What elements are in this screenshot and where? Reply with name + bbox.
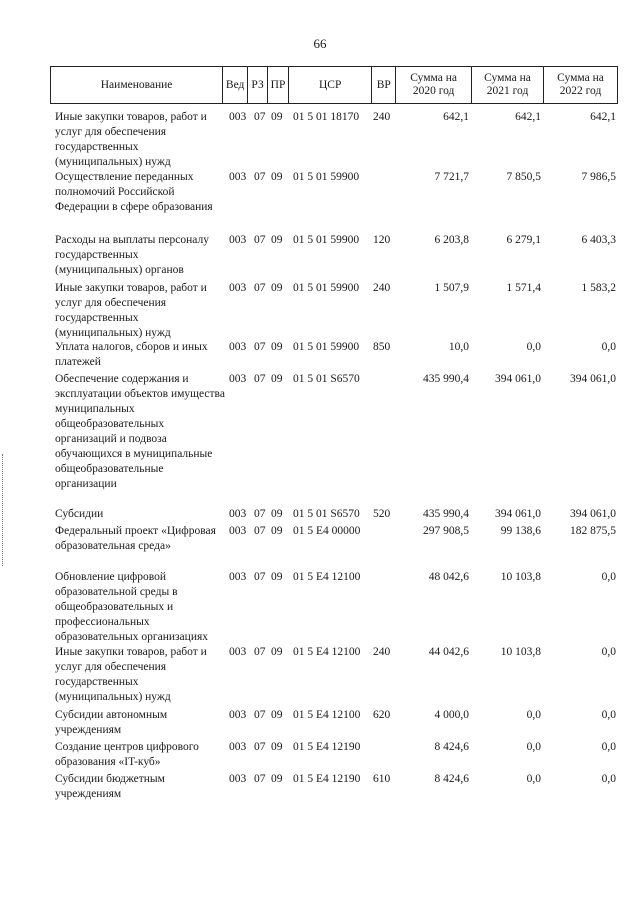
- header-pr: ПР: [268, 67, 289, 104]
- row-sum-2021: 6 279,1: [506, 234, 541, 246]
- row-vr: 240: [373, 282, 391, 294]
- row-sum-2022: 0,0: [601, 773, 616, 785]
- row-sum-2022: 0,0: [601, 341, 616, 353]
- row-name: Федеральный проект «Цифровая образовательная среда»: [55, 525, 216, 552]
- row-name: Субсидии: [55, 508, 104, 520]
- row-rz: 07: [254, 373, 266, 385]
- row-name: Уплата налогов, сборов и иных платежей: [55, 341, 208, 368]
- row-ved: 003: [229, 282, 247, 294]
- row-sum-2022: 394 061,0: [570, 508, 616, 520]
- row-pr: 09: [271, 373, 283, 385]
- row-csr: 01 5 E4 12100: [293, 571, 361, 583]
- row-sum-2022: 7 986,5: [581, 171, 616, 183]
- row-csr: 01 5 01 59900: [293, 282, 360, 294]
- row-rz: 07: [254, 171, 266, 183]
- row-rz: 07: [254, 646, 266, 658]
- row-sum-2020: 7 721,7: [434, 171, 469, 183]
- row-rz: 07: [254, 111, 266, 123]
- row-sum-2020: 10,0: [448, 341, 469, 353]
- row-sum-2022: 0,0: [601, 571, 616, 583]
- row-sum-2021: 10 103,8: [500, 571, 541, 583]
- row-csr: 01 5 E4 00000: [293, 525, 361, 537]
- row-csr: 01 5 01 S6570: [293, 508, 360, 520]
- row-name: Расходы на выплаты персоналу государственных (муниципальных) органов: [55, 234, 209, 276]
- row-pr: 09: [271, 234, 283, 246]
- row-csr: 01 5 01 59900: [293, 341, 360, 353]
- row-ved: 003: [229, 571, 247, 583]
- row-sum-2022: 0,0: [601, 741, 616, 753]
- row-rz: 07: [254, 508, 266, 520]
- header-rz: РЗ: [248, 67, 268, 104]
- row-sum-2020: 435 990,4: [423, 373, 469, 385]
- row-rz: 07: [254, 341, 266, 353]
- row-sum-2021: 0,0: [526, 341, 541, 353]
- row-sum-2022: 0,0: [601, 646, 616, 658]
- row-pr: 09: [271, 773, 283, 785]
- row-sum-2021: 10 103,8: [500, 646, 541, 658]
- row-pr: 09: [271, 741, 283, 753]
- row-vr: 120: [373, 234, 391, 246]
- header-csr: ЦСР: [289, 67, 372, 104]
- row-ved: 003: [229, 646, 247, 658]
- row-rz: 07: [254, 709, 266, 721]
- row-pr: 09: [271, 508, 283, 520]
- header-sum-2020: Сумма на 2020 год: [396, 67, 472, 104]
- page-number: 66: [313, 36, 327, 51]
- row-sum-2021: 394 061,0: [495, 508, 541, 520]
- row-name: Осуществление переданных полномочий Российской Федерации в сфере образования: [55, 171, 213, 213]
- row-name: Обновление цифровой образовательной среды в общеобразовательных и профессиональных образовательных организациях: [55, 571, 209, 643]
- row-pr: 09: [271, 171, 283, 183]
- row-sum-2020: 48 042,6: [428, 571, 469, 583]
- row-pr: 09: [271, 341, 283, 353]
- row-vr: 610: [373, 773, 391, 785]
- row-ved: 003: [229, 508, 247, 520]
- row-ved: 003: [229, 709, 247, 721]
- row-rz: 07: [254, 525, 266, 537]
- row-csr: 01 5 E4 12190: [293, 773, 361, 785]
- row-csr: 01 5 01 59900: [293, 171, 360, 183]
- row-vr: 240: [373, 111, 391, 123]
- row-rz: 07: [254, 234, 266, 246]
- row-pr: 09: [271, 646, 283, 658]
- row-sum-2021: 7 850,5: [506, 171, 541, 183]
- row-vr: 850: [373, 341, 391, 353]
- scan-margin-mark: [2, 454, 7, 566]
- row-vr: 620: [373, 709, 391, 721]
- row-sum-2021: 0,0: [526, 773, 541, 785]
- row-pr: 09: [271, 111, 283, 123]
- row-pr: 09: [271, 709, 283, 721]
- row-name: Субсидии автономным учреждениям: [55, 709, 168, 736]
- row-csr: 01 5 01 18170: [293, 111, 360, 123]
- row-sum-2022: 394 061,0: [570, 373, 616, 385]
- row-ved: 003: [229, 773, 247, 785]
- row-ved: 003: [229, 525, 247, 537]
- row-rz: 07: [254, 282, 266, 294]
- row-pr: 09: [271, 282, 283, 294]
- header-name: Наименование: [51, 67, 223, 104]
- row-name: Иные закупки товаров, работ и услуг для обеспечения государственных (муниципальных) нужд: [55, 111, 207, 168]
- row-vr: 520: [373, 508, 391, 520]
- row-name: Субсидии бюджетным учреждениям: [55, 773, 165, 800]
- row-csr: 01 5 E4 12100: [293, 646, 361, 658]
- row-sum-2020: 4 000,0: [434, 709, 469, 721]
- row-ved: 003: [229, 171, 247, 183]
- row-sum-2022: 642,1: [590, 111, 616, 123]
- row-name: Обеспечение содержания и эксплуатации объектов имущества муниципальных общеобразовательных организаций и подвоза обучающихся в муниципальные общеобразовательные организации: [55, 373, 225, 490]
- row-sum-2020: 297 908,5: [423, 525, 469, 537]
- row-csr: 01 5 E4 12190: [293, 741, 361, 753]
- header-vr: ВР: [372, 67, 396, 104]
- row-sum-2022: 182 875,5: [570, 525, 616, 537]
- row-sum-2020: 8 424,6: [434, 773, 469, 785]
- row-pr: 09: [271, 525, 283, 537]
- row-sum-2020: 8 424,6: [434, 741, 469, 753]
- row-sum-2021: 394 061,0: [495, 373, 541, 385]
- row-ved: 003: [229, 111, 247, 123]
- row-ved: 003: [229, 741, 247, 753]
- row-sum-2020: 1 507,9: [434, 282, 469, 294]
- row-csr: 01 5 01 S6570: [293, 373, 360, 385]
- header-sum-2022: Сумма на 2022 год: [544, 67, 618, 104]
- row-name: Создание центров цифрового образования «IT-куб»: [55, 741, 199, 768]
- row-sum-2021: 0,0: [526, 741, 541, 753]
- row-sum-2022: 1 583,2: [581, 282, 616, 294]
- row-rz: 07: [254, 741, 266, 753]
- row-name: Иные закупки товаров, работ и услуг для обеспечения государственных (муниципальных) нужд: [55, 646, 207, 703]
- row-ved: 003: [229, 234, 247, 246]
- row-rz: 07: [254, 773, 266, 785]
- row-rz: 07: [254, 571, 266, 583]
- row-sum-2022: 6 403,3: [581, 234, 616, 246]
- row-sum-2020: 44 042,6: [428, 646, 469, 658]
- row-vr: 240: [373, 646, 391, 658]
- row-sum-2021: 642,1: [515, 111, 541, 123]
- row-csr: 01 5 E4 12100: [293, 709, 361, 721]
- row-sum-2020: 642,1: [443, 111, 469, 123]
- row-sum-2021: 0,0: [526, 709, 541, 721]
- row-sum-2022: 0,0: [601, 709, 616, 721]
- header-ved: Вед: [223, 67, 248, 104]
- row-ved: 003: [229, 341, 247, 353]
- header-sum-2021: Сумма на 2021 год: [472, 67, 544, 104]
- row-pr: 09: [271, 571, 283, 583]
- row-csr: 01 5 01 59900: [293, 234, 360, 246]
- row-sum-2021: 99 138,6: [500, 525, 541, 537]
- row-ved: 003: [229, 373, 247, 385]
- row-name: Иные закупки товаров, работ и услуг для обеспечения государственных (муниципальных) нужд: [55, 282, 207, 339]
- row-sum-2021: 1 571,4: [506, 282, 541, 294]
- row-sum-2020: 6 203,8: [434, 234, 469, 246]
- row-sum-2020: 435 990,4: [423, 508, 469, 520]
